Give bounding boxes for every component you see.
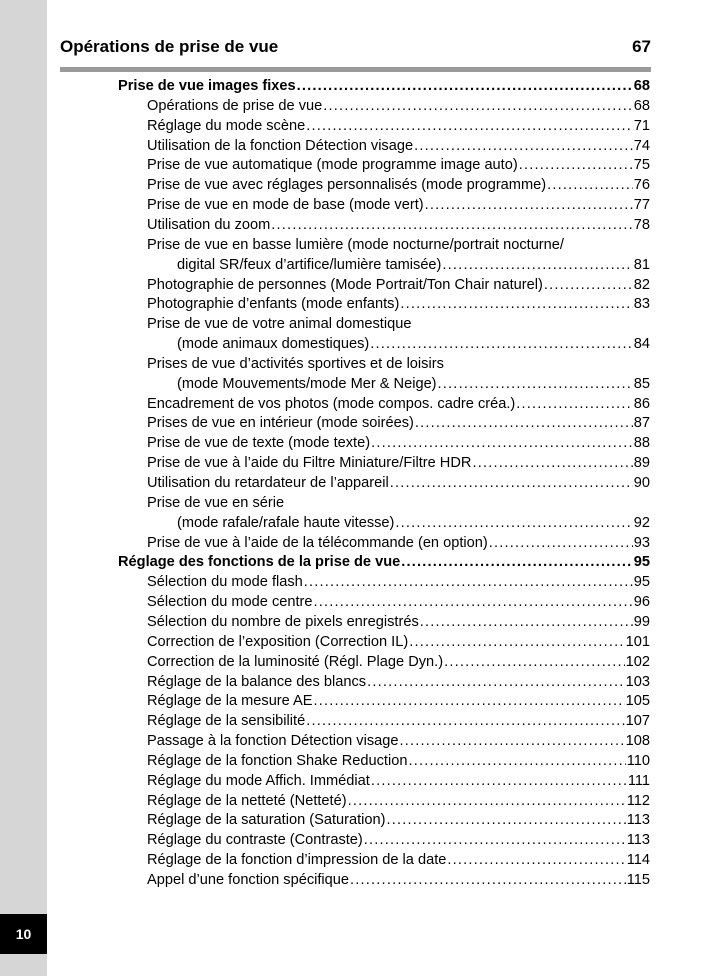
header-rule [60,67,651,72]
toc-entry-text: Prise de vue à l’aide du Filtre Miniature/Filtre HDR [147,455,472,472]
leader-dots [442,255,632,275]
toc-section [118,552,650,572]
toc-entry [147,791,650,811]
leader-dots [408,751,625,771]
toc-entry [147,175,650,195]
toc-section-text: Prise de vue images fixes [118,78,296,94]
toc-section-page: 95 [633,554,650,571]
toc-entry-text: Correction de l’exposition (Correction IL) [147,633,409,650]
toc-entry [147,453,650,473]
leader-dots [323,96,633,116]
leader-dots [314,592,633,612]
toc-entry-page: 87 [633,415,650,432]
toc-entry-page: 110 [626,752,650,769]
leader-dots [420,612,633,632]
toc-entry-text: Utilisation du retardateur de l’appareil [147,475,389,491]
toc-entry [147,294,650,314]
toc-entry-text: Prise de vue à l’aide de la télécommande (en option) [147,534,488,551]
leader-dots [444,652,625,672]
page-number-tab [0,914,47,954]
leader-dots [297,76,633,96]
leader-dots [350,870,626,890]
toc-entry [147,771,650,791]
toc-entry [147,96,650,116]
toc-entry [147,195,650,215]
toc-entry [177,374,650,394]
toc-section-page: 68 [633,78,650,94]
toc-entry-text: Réglage de la sensibilité [147,713,306,730]
toc-entry [147,215,650,235]
leader-dots [409,632,624,652]
toc-entry [147,136,650,156]
toc-entry [147,314,650,334]
toc-entry [147,235,650,255]
leader-dots [367,672,625,692]
toc-entry [147,691,650,711]
toc-section [118,76,650,96]
toc-entry [147,413,650,433]
toc-entry [147,275,650,295]
toc-entry-page: 105 [625,693,650,710]
toc-entry [147,116,650,136]
toc-entry [147,830,650,850]
leader-dots [438,374,633,394]
toc-entry-text: Prise de vue automatique (mode programme image auto) [147,157,518,174]
page-number: 10 [15,926,32,942]
toc-entry-text: Correction de la luminosité (Régl. Plage Dyn.) [147,653,444,670]
leader-dots [544,275,633,295]
leader-dots [271,215,632,235]
toc-entry-text: Prise de vue de votre animal domestique [147,316,412,333]
toc-entry [147,592,650,612]
header-page: 67 [632,37,651,56]
toc-section-text: Réglage des fonctions de la prise de vue [118,554,401,571]
toc-entry-text: Réglage du contraste (Contraste) [147,832,363,849]
leader-dots [370,334,633,354]
toc-entry-text: Prises de vue d’activités sportives et de loisirs [147,355,444,372]
toc-entry-page: 90 [633,475,650,491]
toc-entry [147,672,650,692]
toc-entry-text: Réglage du mode scène [147,117,306,134]
toc-entry-text: Sélection du mode flash [147,574,303,591]
toc-entry-page: 76 [633,177,650,194]
toc-entry [177,334,650,354]
toc-entry [147,394,650,414]
toc-entry-page: 115 [626,872,650,888]
toc-entry-page: 83 [633,296,650,313]
leader-dots [415,413,633,433]
toc-entry [147,533,650,553]
toc-entry-page: 82 [633,276,650,293]
toc-entry-text: (mode rafale/rafale haute vitesse) [177,514,395,531]
toc-entry-page: 107 [625,713,650,730]
leader-dots [447,850,625,870]
side-band [0,0,47,976]
toc-entry-text: Prise de vue avec réglages personnalisés (mode programme) [147,177,547,194]
toc-entry [147,711,650,731]
toc-entry-text: Appel d’une fonction spécifique [147,872,350,888]
toc-entry [147,473,650,493]
leader-dots [304,572,633,592]
toc-entry-text: Utilisation de la fonction Détection visage [147,137,414,154]
leader-dots [425,195,633,215]
leader-dots [519,155,633,175]
leader-dots [400,294,632,314]
toc-entry [147,652,650,672]
toc-entry [147,433,650,453]
toc-entry [147,632,650,652]
toc-entry-text: Opérations de prise de vue [147,97,323,114]
leader-dots [348,791,626,811]
leader-dots [489,533,633,553]
toc-entry [177,513,650,533]
toc-entry [147,155,650,175]
toc-entry-text: digital SR/feux d’artifice/lumière tamisée) [177,256,442,273]
toc-entry-page: 81 [633,256,650,273]
leader-dots [516,394,632,414]
toc-entry-text: Prise de vue en mode de base (mode vert) [147,197,424,214]
toc-entry-text: Prises de vue en intérieur (mode soirées) [147,415,414,432]
toc-entry-page: 92 [633,514,650,531]
toc-entry-text: Réglage de la fonction d’impression de la date [147,852,447,869]
toc-entry [147,572,650,592]
toc-entry [147,850,650,870]
toc-entry-page: 112 [626,792,650,809]
toc-entry-page: 74 [633,137,650,154]
toc-entry-text: Passage à la fonction Détection visage [147,733,399,750]
toc-entry-page: 68 [633,97,650,114]
toc-entry [147,870,650,890]
toc-entry-text: Sélection du mode centre [147,594,313,611]
toc-entry-page: 85 [633,375,650,392]
toc-entry-page: 111 [627,772,650,789]
leader-dots [364,830,626,850]
toc-entry-page: 95 [633,574,650,591]
leader-dots [387,810,626,830]
leader-dots [401,552,633,572]
toc-entry-page: 86 [633,395,650,412]
toc-entry-text: Utilisation du zoom [147,216,271,233]
toc-entry-text: Réglage de la netteté (Netteté) [147,792,347,809]
toc-entry-page: 102 [625,653,650,670]
leader-dots [547,175,633,195]
toc-entry-page: 77 [633,197,650,214]
toc-entry-page: 75 [633,157,650,174]
toc-entry-page: 108 [625,733,650,750]
toc-entry [147,751,650,771]
toc-entry-text: Prise de vue de texte (mode texte) [147,435,371,452]
toc-entry-page: 88 [633,435,650,452]
toc-entry-text: Prise de vue en série [147,494,285,511]
toc-entry-text: Réglage de la balance des blancs [147,673,367,690]
leader-dots [314,691,625,711]
toc-entry-page: 113 [626,832,650,849]
leader-dots [371,433,633,453]
toc-entry-text: (mode Mouvements/mode Mer & Neige) [177,375,437,392]
toc-entry-page: 78 [633,216,650,233]
toc-entry-page: 101 [625,633,650,650]
toc-entry-page: 113 [626,812,650,829]
toc-entry-text: Photographie d’enfants (mode enfants) [147,296,400,313]
toc-entry-text: Réglage de la fonction Shake Reduction [147,752,408,769]
toc-entry-text: Réglage du mode Affich. Immédiat [147,772,370,789]
toc-entry-page: 89 [633,455,650,472]
leader-dots [400,731,625,751]
leader-dots [306,116,633,136]
toc-entry [147,810,650,830]
toc-entry-page: 103 [625,673,650,690]
toc-entry-page: 71 [633,117,650,134]
toc-entry-text: Réglage de la mesure AE [147,693,313,710]
toc-entry-text: Photographie de personnes (Mode Portrait/Ton Chair naturel) [147,276,543,293]
leader-dots [390,473,633,493]
toc-entry-text: Prise de vue en basse lumière (mode nocturne/portrait nocturne/ [147,236,564,253]
toc-entry [177,255,650,275]
toc-entry-text: Sélection du nombre de pixels enregistrés [147,613,419,630]
toc-entry-page: 93 [633,534,650,551]
leader-dots [414,136,633,156]
header-title: Opérations de prise de vue [60,37,279,56]
leader-dots [306,711,624,731]
toc-entry-text: Réglage de la saturation (Saturation) [147,812,386,829]
toc-entry [147,493,650,513]
toc-entry-text: Encadrement de vos photos (mode compos. cadre créa.) [147,395,516,412]
toc-entry [147,731,650,751]
toc-entry [147,354,650,374]
toc-entry-page: 99 [633,613,650,630]
page-header [60,37,651,57]
toc-entry-page: 84 [633,336,650,353]
leader-dots [395,513,632,533]
toc-entry [147,612,650,632]
toc-entry-text: (mode animaux domestiques) [177,336,370,353]
leader-dots [472,453,632,473]
leader-dots [371,771,627,791]
toc-entry-page: 96 [633,594,650,611]
toc-entry-page: 114 [626,852,650,869]
